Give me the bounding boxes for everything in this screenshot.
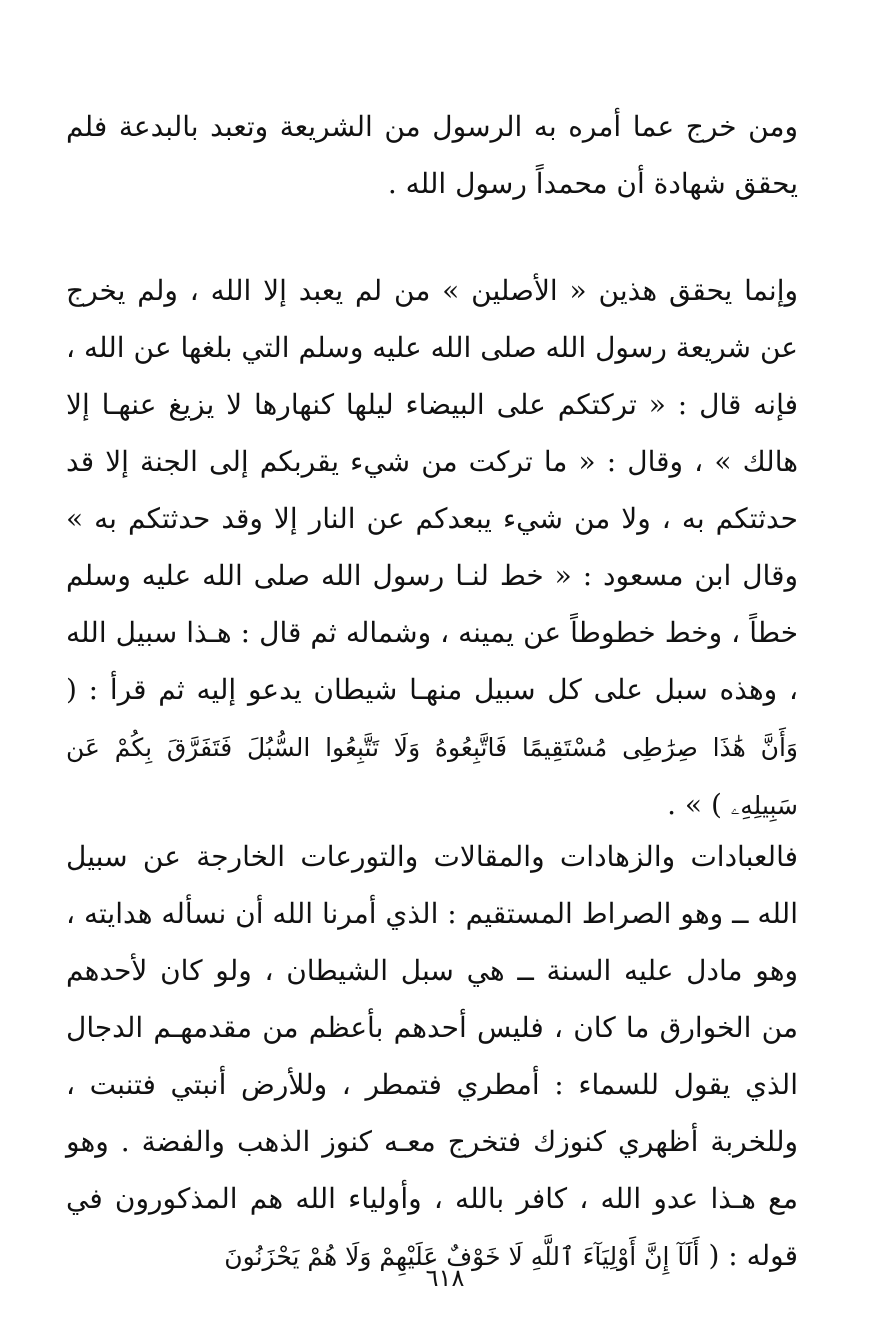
paragraph-3-text: فالعبادات والزهادات والمقالات والتورعات الخارجة عن سبيل الله ــ وهو الصراط المستقيم : الذي أمرنا الله أن نسأله هدايته ، وهو مادل عليه السنة ــ هي سبل الشيطان ، ولو كان لأحدهم من الخوارق ما كان ، فليس أحدهم بأعظم من مقدمهـم الدجال الذي يقول للسماء : أمطري فتمطر ، وللأرض أنبتي فتنبت ، وللخربة أظهري كنوزك فتخرج معـه كنوز الذهب والفضة . وهو مع هـذا عدو الله ، كافر بالله ، وأولياء الله هم المذكورون في قوله : ( — [66, 840, 798, 1272]
paragraph-3-quran-quote: أَلَآ إِنَّ أَوْلِيَآءَ ٱللَّهِ لَا خَوْفٌ عَلَيْهِمْ وَلَا هُمْ يَحْزَنُونَ — [224, 1242, 700, 1271]
paragraph-2-quran-quote: وَأَنَّ هَٰذَا صِرَٰطِى مُسْتَقِيمًا فَاتَّبِعُوهُ وَلَا تَتَّبِعُوا السُّبُلَ فَتَفَرَّقَ بِكُمْ عَن سَبِيلِهِۦ — [66, 733, 798, 820]
paragraph-2-text: وإنما يحقق هذين « الأصلين » من لم يعبد إلا الله ، ولم يخرج عن شريعة رسول الله صلى الله عليه وسلم التي بلغها عن الله ، فإنه قال : « تركتكم على البيضاء ليلها كنهارها لا يزيغ عنهـا إلا هالك » ، وقال : « ما تركت من شيء يقربكم إلى الجنة إلا قد حدثتكم به ، ولا من شيء يبعدكم عن النار إلا وقد حدثتكم به » وقال ابن مسعود : « خط لنـا رسول الله صلى الله عليه وسلم خطاً ، وخط خطوطاً عن يمينه ، وشماله ثم قال : هـذا سبيل الله ، وهذه سبل على كل سبيل منهـا شيطان يدعو إليه ثم قرأ : ( — [66, 274, 798, 706]
page-number: ٦١٨ — [425, 1264, 465, 1292]
paragraph-2 — [66, 262, 798, 834]
paragraph-1 — [66, 98, 798, 212]
paragraph-3 — [66, 828, 798, 1285]
paragraph-1-text: ومن خرج عما أمره به الرسول من الشريعة وتعبد بالبدعة فلم يحقق شهادة أن محمداً رسول الله . — [66, 110, 798, 200]
paragraph-2-closing: ) » . — [667, 788, 722, 821]
